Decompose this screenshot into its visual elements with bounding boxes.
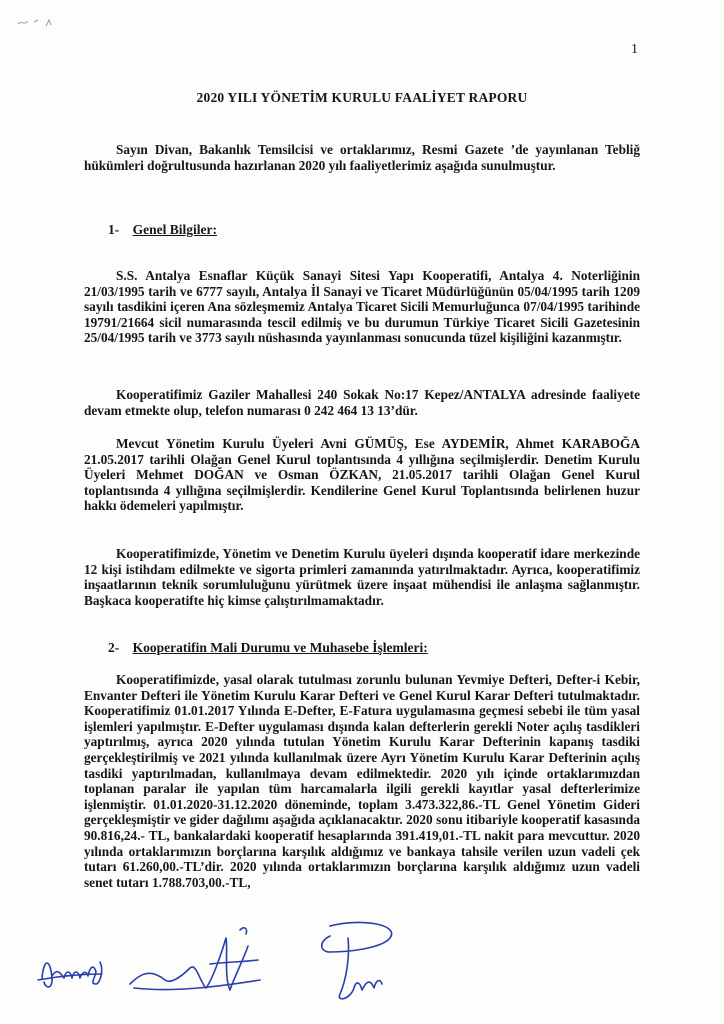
signatures	[30, 918, 450, 1018]
section-1-title: Genel Bilgiler:	[132, 222, 217, 237]
section-1-paragraph-3-text: Mevcut Yönetim Kurulu Üyeleri Avni GÜMÜŞ, Ese AYDEMİR, Ahmet KARABOĞA 21.05.2017 tarihli Olağan Genel Kurul toplantısında 4 yıllığına seçilmişlerdir. Denetim Kurulu Üyeleri Mehmet DOĞAN ve Osman ÖZKAN, 21.05.2017 tarihli Olağan Genel Kurul toplantısında 4 yıllığına seçilmişlerdir. Kendilerine Genel Kurul Toplantısında belirlenen huzur hakkı ödemeleri yapılmıştır.	[84, 436, 640, 514]
margin-scribble	[16, 6, 76, 30]
section-1-paragraph-4	[84, 546, 640, 608]
page-number: 1	[631, 42, 638, 57]
section-2-paragraph-1	[84, 672, 640, 890]
report-title: 2020 YILI YÖNETİM KURULU FAALİYET RAPORU	[196, 90, 528, 105]
section-1-number: 1-	[108, 222, 120, 237]
section-1-paragraph-1-text: S.S. Antalya Esnaflar Küçük Sanayi Sitesi Yapı Kooperatifi, Antalya 4. Noterliğinin 21/03/1995 tarih ve 6777 sayılı, Antalya İl Sanayi ve Ticaret Müdürlüğünün 05/04/1995 tarih 1209 sayılı tasdikini içeren Ana sözleşmemiz Antalya Ticaret Sicili Memurluğunca 07/04/1995 tarihinde 19791/21664 sicil numarasında tescil edilmiş ve bu durumun Türkiye Ticaret Sicili Gazetesinin 25/04/1995 tarih ve 3773 sayılı nüshasında yayınlanması sonucunda tüzel kişiliğini kazanmıştır.	[84, 268, 640, 346]
intro-paragraph	[84, 142, 640, 173]
section-1-paragraph-4-text: Kooperatifimizde, Yönetim ve Denetim Kurulu üyeleri dışında kooperatif idare merkezinde 12 kişi istihdam edilmekte ve sigorta primleri zamanında yatırılmaktadır. Ayrıca, kooperatifimiz inşaatlarının teknik sorumluluğunu yürütmek üzere inşaat mühendisi ile anlaşma sağlanmıştır. Başkaca kooperatifte hiç kimse çalıştırılmamaktadır.	[84, 546, 640, 608]
section-1-paragraph-2-text: Kooperatifimiz Gaziler Mahallesi 240 Sokak No:17 Kepez/ANTALYA adresinde faaliyete devam etmekte olup, telefon numarası 0 242 464 13 13’dür.	[84, 387, 640, 418]
section-2-number: 2-	[108, 640, 120, 655]
signature-3	[322, 922, 392, 998]
signature-2	[130, 928, 260, 990]
section-1-heading	[108, 222, 217, 238]
section-2-paragraph-1-text: Kooperatifimizde, yasal olarak tutulması zorunlu bulunan Yevmiye Defteri, Defter-i Kebir, Envanter Defteri ile Yönetim Kurulu Karar Defteri ve Genel Kurul Karar Defteri tutulmaktadır. Kooperatifimiz 01.01.2017 Yılında E-Defter, E-Fatura uygulamasına geçmesi sebebi ile tüm yasal işlemleri yapılmıştır. E-Defter uygulaması dışında kalan defterlerin gerekli Noter açılış tasdikleri yaptırılmış, ayrıca 2020 yılında tutulan Yönetim Kurulu Karar Defterinin kapanış tasdiki gerçekleştirilmiş ve 2021 yılında kullanılmak üzere Ayrı Yönetim Kurulu Karar Defterinin açılış tasdiki yaptırılmadan, kullanılmaya devam edilmektedir. 2020 yılı içinde ortaklarımızdan toplanan paralar ile yapılan tüm harcamalarla ilgili gerekli kayıtlar yasal defterlerimize işlenmiştir. 01.01.2020-31.12.2020 döneminde, toplam 3.473.322,86.-TL Genel Yönetim Gideri gerçekleşmiştir ve gider dağılımı aşağıda açıklanacaktır. 2020 sonu itibariyle kooperatif kasasında 90.816,24.- TL, bankalardaki kooperatif hesaplarında 391.419,01.-TL nakit para mevcuttur. 2020 yılında ortaklarımızın borçlarına karşılık aldığımız ve bankaya tahsile verilen uzun vadeli çek tutarı 61.260,00.-TL’dir. 2020 yılında ortaklarımızın borçlarına karşılık aldığımız uzun vadeli senet tutarı 1.788.703,00.-TL,	[84, 672, 640, 890]
signature-1	[38, 962, 102, 987]
section-2-title: Kooperatifin Mali Durumu ve Muhasebe İşlemleri:	[132, 640, 428, 655]
section-1-paragraph-1	[84, 268, 640, 346]
section-2-heading	[108, 640, 428, 656]
section-1-paragraph-3	[84, 436, 640, 514]
intro-text: Sayın Divan, Bakanlık Temsilcisi ve ortaklarımız, Resmi Gazete ’de yayınlanan Tebliğ hükümleri doğrultusunda hazırlanan 2020 yılı faaliyetlerimiz aşağıda sunulmuştur.	[84, 142, 640, 173]
section-1-paragraph-2	[84, 387, 640, 418]
